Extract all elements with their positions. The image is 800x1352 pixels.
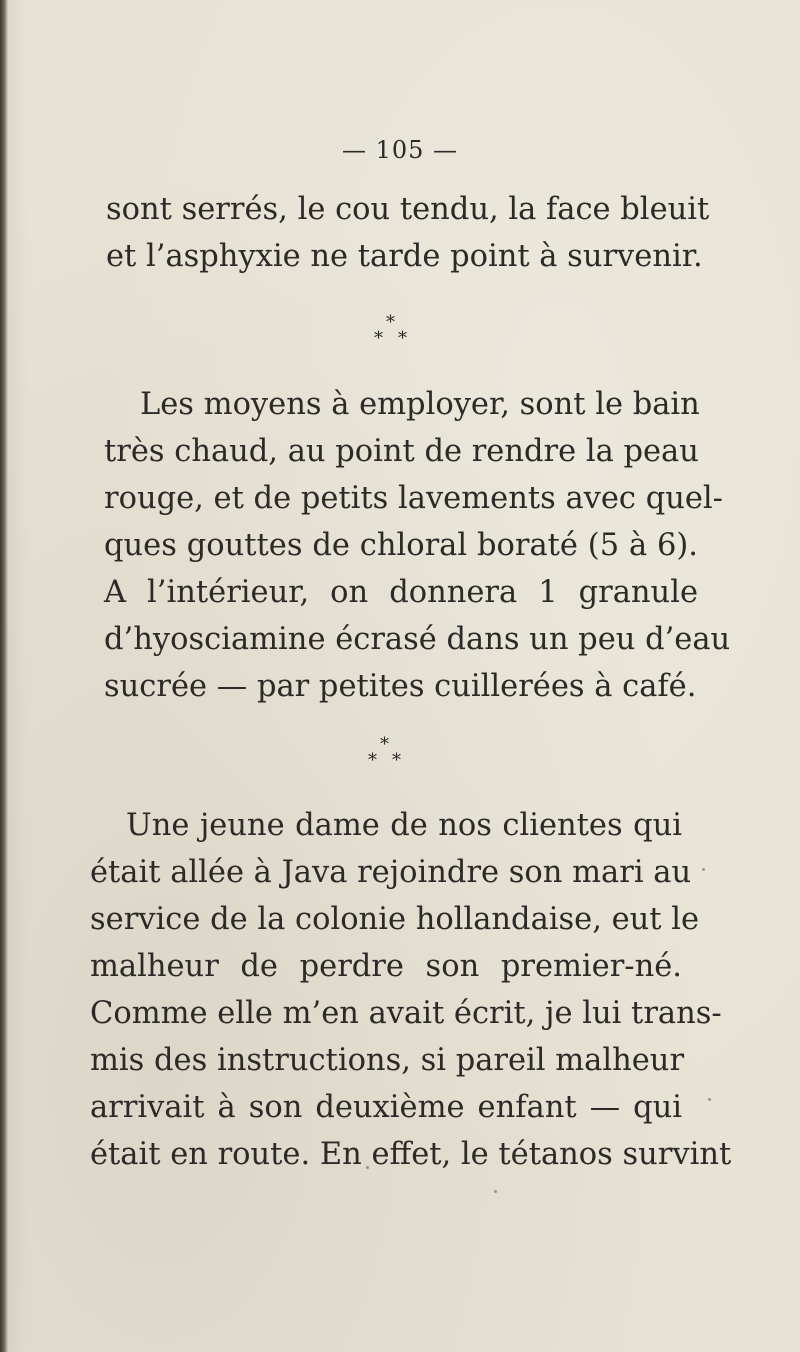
paper-speck — [702, 868, 705, 871]
asterism-star: * — [398, 328, 407, 349]
text-line: Une jeune dame de nos clientes qui — [126, 808, 682, 843]
text-line: mis des instructions, si pareil malheur — [90, 1043, 685, 1078]
asterism-star: * — [380, 734, 389, 755]
text-line: très chaud, au point de rendre la peau — [104, 434, 699, 469]
text-line: service de la colonie hollandaise, eut le — [90, 902, 700, 937]
asterism-star: * — [374, 328, 383, 349]
text-line: était allée à Java rejoindre son mari au — [90, 855, 692, 890]
paragraph-2 — [104, 381, 731, 710]
page-number: — 105 — — [341, 136, 459, 164]
asterism-star: * — [368, 750, 377, 771]
text-line: A l’intérieur, on donnera 1 granule — [104, 575, 698, 610]
text-line: rouge, et de petits lavements avec quel- — [104, 481, 723, 516]
asterism-separator — [0, 314, 800, 350]
text-line: sont serrés, le cou tendu, la face bleuit — [106, 192, 710, 227]
paper-speck — [494, 1190, 497, 1193]
text-line: ques gouttes de chloral boraté (5 à 6). — [104, 528, 698, 563]
text-line: sucrée — par petites cuillerées à café. — [104, 669, 697, 704]
asterism-separator — [0, 736, 800, 772]
text-line: Les moyens à employer, sont le bain — [140, 387, 700, 422]
text-line: d’hyosciamine écrasé dans un peu d’eau — [104, 622, 731, 657]
text-line: était en route. En effet, le tétanos survint — [90, 1137, 732, 1172]
text-line: Comme elle m’en avait écrit, je lui trans- — [90, 996, 722, 1031]
page-binding-edge — [0, 0, 8, 1352]
paragraph-3 — [90, 802, 732, 1178]
text-line: arrivait à son deuxième enfant — qui — [90, 1090, 682, 1125]
text-line: malheur de perdre son premier-né. — [90, 949, 682, 984]
text-line: et l’asphyxie ne tarde point à survenir. — [106, 239, 703, 274]
paragraph-1 — [106, 186, 710, 280]
asterism-star: * — [392, 750, 401, 771]
asterism-star: * — [386, 312, 395, 333]
paper-speck — [708, 1098, 711, 1101]
paper-speck — [366, 1166, 369, 1169]
